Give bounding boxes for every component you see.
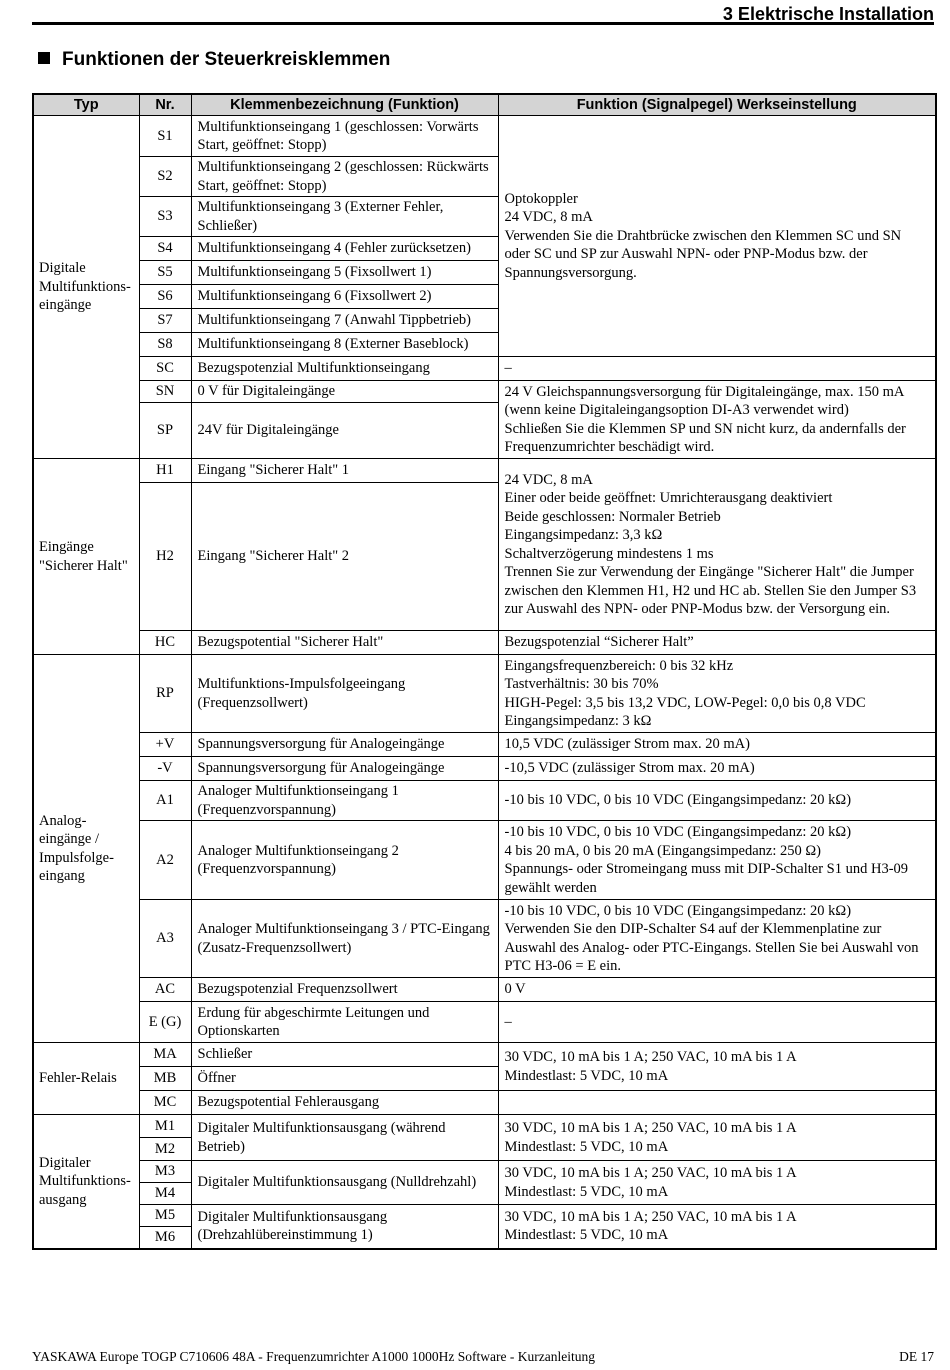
terminal-nr: S4 [139,237,191,261]
type-cell: Digitaler Multifunktions- ausgang [33,1115,139,1249]
terminal-nr: M4 [139,1183,191,1205]
terminal-name: Multifunktions-Impulsfolgeeingang (Frequenzsollwert) [191,655,498,733]
function-cell: 10,5 VDC (zulässiger Strom max. 20 mA) [498,733,936,757]
function-cell: -10,5 VDC (zulässiger Strom max. 20 mA) [498,757,936,781]
type-cell: Digitale Multifunktions- eingänge [33,116,139,459]
table-row [33,821,936,900]
terminal-name: Eingang "Sicherer Halt" 1 [191,459,498,483]
type-cell: Fehler-Relais [33,1043,139,1115]
page-footer [32,1349,934,1365]
terminal-nr: S1 [139,116,191,157]
table-header-row [33,94,936,116]
table-row [33,1205,936,1227]
table-row [33,381,936,403]
terminal-function-table [32,93,937,1250]
terminal-nr: HC [139,631,191,655]
terminal-nr: A3 [139,900,191,978]
terminal-name: Schließer [191,1043,498,1067]
terminal-nr: SC [139,357,191,381]
table-row [33,357,936,381]
terminal-nr: RP [139,655,191,733]
function-cell-empty [498,1091,936,1115]
function-cell: 30 VDC, 10 mA bis 1 A; 250 VAC, 10 mA bis 1 A Mindestlast: 5 VDC, 10 mA [498,1115,936,1161]
terminal-name: Digitaler Multifunktionsausgang (Drehzahlübereinstimmung 1) [191,1205,498,1249]
table-row [33,1115,936,1138]
terminal-nr: -V [139,757,191,781]
footer-document-info: YASKAWA Europe TOGP C710606 48A - Frequenzumrichter A1000 1000Hz Software - Kurzanleitung [32,1349,595,1364]
terminal-nr: A2 [139,821,191,900]
terminal-nr: S8 [139,333,191,357]
table-row [33,1002,936,1043]
table-row [33,655,936,733]
function-cell: -10 bis 10 VDC, 0 bis 10 VDC (Eingangsimpedanz: 20 kΩ) Verwenden Sie den DIP-Schalter S4 auf der Klemmenplatine zur Auswahl des Analog- oder PTC-Eingangs. Stellen Sie bei Auswahl von PTC H3-06 = E ein. [498,900,936,978]
terminal-nr: SP [139,403,191,459]
terminal-nr: MA [139,1043,191,1067]
terminal-name: Bezugspotential "Sicherer Halt" [191,631,498,655]
function-cell: -10 bis 10 VDC, 0 bis 10 VDC (Eingangsimpedanz: 20 kΩ) 4 bis 20 mA, 0 bis 20 mA (Eingangsimpedanz: 250 Ω) Spannungs- oder Stromeingang muss mit DIP-Schalter S1 und H3-09 gewählt werden [498,821,936,900]
terminal-nr: M2 [139,1138,191,1161]
terminal-name: Bezugspotential Fehlerausgang [191,1091,498,1115]
terminal-nr: S3 [139,197,191,237]
terminal-name: Multifunktionseingang 1 (geschlossen: Vorwärts Start, geöffnet: Stopp) [191,116,498,157]
terminal-name: Multifunktionseingang 7 (Anwahl Tippbetrieb) [191,309,498,333]
table-row [33,631,936,655]
terminal-name: Spannungsversorgung für Analogeingänge [191,733,498,757]
terminal-name: Eingang "Sicherer Halt" 2 [191,483,498,631]
column-header-funktion: Funktion (Signalpegel) Werkseinstellung [498,94,936,116]
terminal-nr: M6 [139,1227,191,1249]
terminal-name: Multifunktionseingang 6 (Fixsollwert 2) [191,285,498,309]
function-cell: -10 bis 10 VDC, 0 bis 10 VDC (Eingangsimpedanz: 20 kΩ) [498,781,936,821]
terminal-name: Öffner [191,1067,498,1091]
terminal-name: 24V für Digitaleingänge [191,403,498,459]
terminal-name: Analoger Multifunktionseingang 1 (Frequenzvorspannung) [191,781,498,821]
column-header-typ: Typ [33,94,139,116]
table-row [33,900,936,978]
table-row [33,781,936,821]
function-cell: Eingangsfrequenzbereich: 0 bis 32 kHz Tastverhältnis: 30 bis 70% HIGH-Pegel: 3,5 bis 13,2 VDC, LOW-Pegel: 0,0 bis 0,8 VDC Eingangsimpedanz: 3 kΩ [498,655,936,733]
terminal-nr: H1 [139,459,191,483]
column-header-nr: Nr. [139,94,191,116]
terminal-nr: H2 [139,483,191,631]
function-cell: 0 V [498,978,936,1002]
terminal-name: Multifunktionseingang 4 (Fehler zurücksetzen) [191,237,498,261]
table-row [33,733,936,757]
terminal-nr: M3 [139,1161,191,1183]
terminal-nr: E (G) [139,1002,191,1043]
terminal-nr: S5 [139,261,191,285]
function-cell: 24 VDC, 8 mA Einer oder beide geöffnet: Umrichterausgang deaktiviert Beide geschlossen: Normaler Betrieb Eingangsimpedanz: 3,3 kΩ Schaltverzögerung mindestens 1 ms Trennen Sie zur Verwendung der Eingänge "Sicherer Halt" die Jumper zwischen den Klemmen H1, H2 und HC ab. Stellen Sie den Jumper S3 zur Auswahl des NPN- oder PNP-Modus bzw. der Versorgung ein. [498,459,936,631]
function-cell: 30 VDC, 10 mA bis 1 A; 250 VAC, 10 mA bis 1 A Mindestlast: 5 VDC, 10 mA [498,1161,936,1205]
chapter-header: 3 Elektrische Installation [32,0,934,25]
terminal-name: 0 V für Digitaleingänge [191,381,498,403]
page-number: DE 17 [899,1349,934,1364]
table-row [33,116,936,157]
function-cell: – [498,357,936,381]
terminal-nr: A1 [139,781,191,821]
type-cell: Analog- eingänge / Impulsfolge- eingang [33,655,139,1043]
terminal-name: Digitaler Multifunktionsausgang (Nulldrehzahl) [191,1161,498,1205]
terminal-name: Spannungsversorgung für Analogeingänge [191,757,498,781]
table-row [33,1161,936,1183]
terminal-name: Erdung für abgeschirmte Leitungen und Optionskarten [191,1002,498,1043]
terminal-nr: AC [139,978,191,1002]
section-heading [38,49,390,71]
terminal-name: Bezugspotenzial Frequenzsollwert [191,978,498,1002]
function-cell: Optokoppler 24 VDC, 8 mA Verwenden Sie die Drahtbrücke zwischen den Klemmen SC und SN oder SC und SP zur Auswahl NPN- oder PNP-Modus bzw. der Spannungsversorgung. [498,116,936,357]
terminal-nr: S2 [139,157,191,197]
terminal-name: Analoger Multifunktionseingang 2 (Frequenzvorspannung) [191,821,498,900]
terminal-nr: SN [139,381,191,403]
terminal-nr: +V [139,733,191,757]
terminal-nr: MB [139,1067,191,1091]
table-row [33,459,936,483]
terminal-name: Multifunktionseingang 5 (Fixsollwert 1) [191,261,498,285]
terminal-nr: M5 [139,1205,191,1227]
type-cell: Eingänge "Sicherer Halt" [33,459,139,655]
function-cell: Bezugspotenzial “Sicherer Halt” [498,631,936,655]
table-row [33,1043,936,1067]
terminal-name: Digitaler Multifunktionsausgang (während Betrieb) [191,1115,498,1161]
terminal-name: Multifunktionseingang 2 (geschlossen: Rückwärts Start, geöffnet: Stopp) [191,157,498,197]
table-row [33,1091,936,1115]
function-cell: 24 V Gleichspannungsversorgung für Digitaleingänge, max. 150 mA (wenn keine Digitaleingangsoption DI-A3 verwendet wird) Schließen Sie die Klemmen SP und SN nicht kurz, da andernfalls der Frequenzumrichter beschädigt wird. [498,381,936,459]
terminal-name: Multifunktionseingang 3 (Externer Fehler, Schließer) [191,197,498,237]
square-bullet-icon [38,52,50,64]
section-title: Funktionen der Steuerkreisklemmen [62,49,391,70]
function-cell: 30 VDC, 10 mA bis 1 A; 250 VAC, 10 mA bis 1 A Mindestlast: 5 VDC, 10 mA [498,1205,936,1249]
table-row [33,757,936,781]
column-header-klemmenbezeichnung: Klemmenbezeichnung (Funktion) [191,94,498,116]
terminal-name: Analoger Multifunktionseingang 3 / PTC-Eingang (Zusatz-Frequenzsollwert) [191,900,498,978]
function-cell: – [498,1002,936,1043]
terminal-name: Bezugspotenzial Multifunktionseingang [191,357,498,381]
function-cell: 30 VDC, 10 mA bis 1 A; 250 VAC, 10 mA bis 1 A Mindestlast: 5 VDC, 10 mA [498,1043,936,1091]
terminal-nr: M1 [139,1115,191,1138]
table-row [33,978,936,1002]
terminal-nr: S7 [139,309,191,333]
terminal-nr: MC [139,1091,191,1115]
terminal-name: Multifunktionseingang 8 (Externer Baseblock) [191,333,498,357]
terminal-nr: S6 [139,285,191,309]
